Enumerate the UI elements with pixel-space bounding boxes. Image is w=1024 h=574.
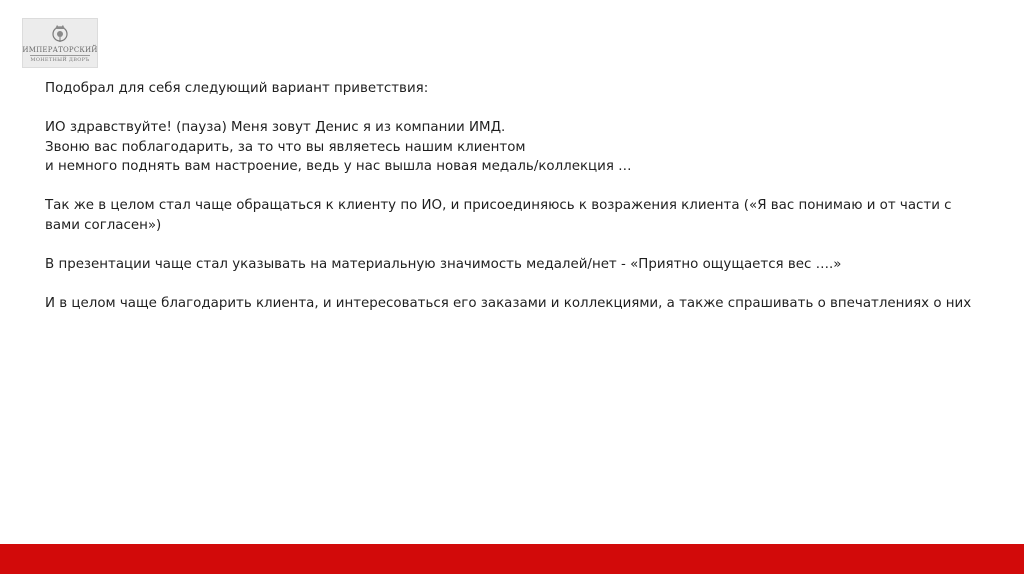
greeting-line-2: Звоню вас поблагодарить, за то что вы являетесь нашим клиентом bbox=[45, 139, 526, 155]
company-logo bbox=[22, 18, 98, 68]
bottom-accent-bar bbox=[0, 544, 1024, 574]
slide-content bbox=[45, 79, 990, 313]
gratitude-paragraph: И в целом чаще благодарить клиента, и интересоваться его заказами и коллекциями, а также спрашивать о впечатлениях о них bbox=[45, 295, 972, 311]
spacer bbox=[45, 177, 990, 197]
logo-text-line1: ИМПЕРАТОРСКИЙ bbox=[22, 46, 98, 54]
spacer bbox=[45, 274, 990, 294]
logo-text-line2: МОНЕТНЫЙ ДВОРЪ bbox=[30, 57, 90, 63]
presentation-paragraph: В презентации чаще стал указывать на материальную значимость медалей/нет - «Приятно ощущается вес ….» bbox=[45, 256, 842, 272]
intro-text: Подобрал для себя следующий вариант приветствия: bbox=[45, 81, 429, 96]
logo-divider bbox=[30, 55, 90, 56]
greeting-line-1: ИО здравствуйте! (пауза) Меня зовут Денис я из компании ИМД. bbox=[45, 120, 506, 135]
crown-emblem-icon bbox=[49, 22, 71, 44]
spacer bbox=[45, 99, 990, 119]
spacer bbox=[45, 235, 990, 255]
objections-paragraph: Так же в целом стал чаще обращаться к клиенту по ИО, и присоединяюсь к возражения клиента («Я вас понимаю и от части с вами согласен») bbox=[45, 198, 952, 233]
greeting-line-3: и немного поднять вам настроение, ведь у нас вышла новая медаль/коллекция … bbox=[45, 159, 632, 174]
